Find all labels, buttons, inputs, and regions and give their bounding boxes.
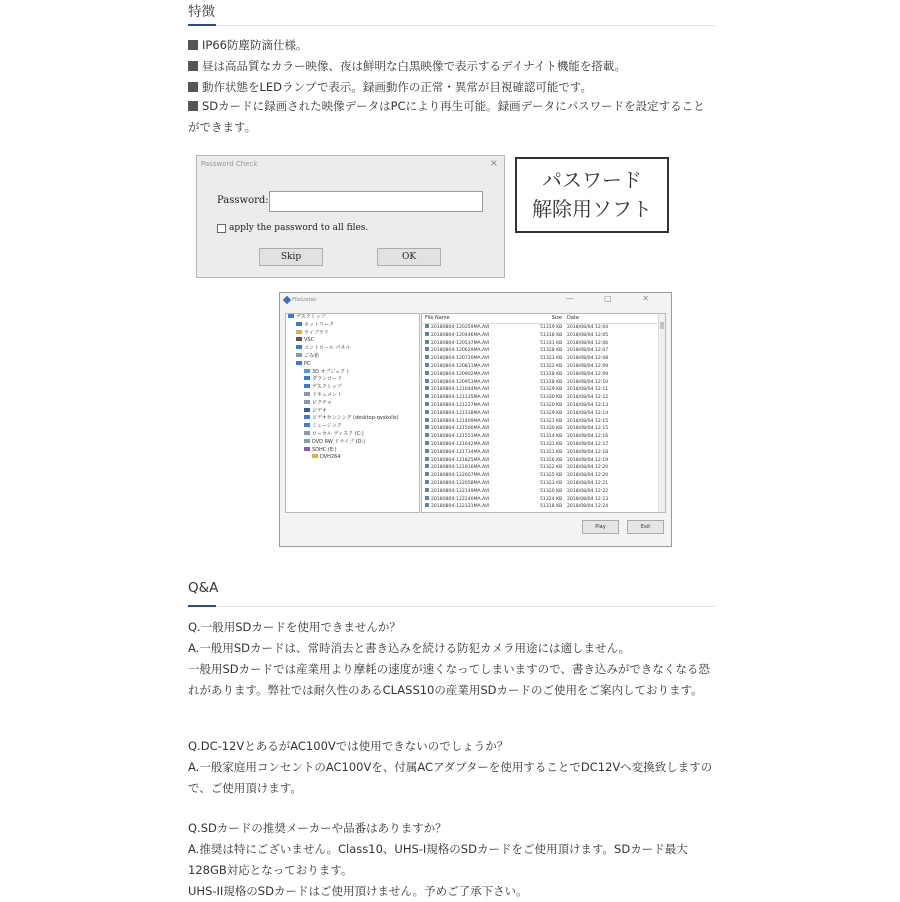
- tree-item[interactable]: [286, 447, 419, 455]
- feature-item: IP66防塵防滴仕様。: [188, 35, 716, 56]
- tree-item-label: デスクトップ: [312, 384, 342, 391]
- features-divider: [188, 25, 716, 26]
- file-name: [425, 441, 489, 449]
- square-bullet-icon: [188, 61, 198, 71]
- video-file-icon: [425, 363, 429, 367]
- tree-item-label: DVD RW ドライブ (D:): [312, 438, 366, 445]
- tree-item[interactable]: [286, 361, 419, 369]
- folder-tree[interactable]: [285, 313, 420, 513]
- answer: A.推奨は特にございません。Class10、UHS-I規格のSDカードをご使用頂けます。SDカード最大128GB対応となっております。: [188, 842, 688, 877]
- file-name-text: 20180804-122149MA.AVI: [431, 488, 490, 494]
- file-name-text: 20180804-122240MA.AVI: [431, 496, 490, 502]
- file-row[interactable]: [422, 324, 665, 332]
- file-row[interactable]: [422, 355, 665, 363]
- file-date: 2018/08/04 12:08: [567, 356, 609, 362]
- video-file-icon: [425, 394, 429, 398]
- file-name: [425, 379, 489, 387]
- file-size: 51323 KB: [540, 480, 563, 486]
- video-file-icon: [425, 457, 429, 461]
- file-row[interactable]: [422, 332, 665, 340]
- tree-item-label: ビデオセンシング (desktop-qvskolls): [312, 415, 399, 422]
- file-lister-window: [279, 292, 672, 547]
- feature-item: SDカードに録画された映像データはPCにより再生可能。録画データにパスワードを設定することができます。: [188, 99, 705, 134]
- file-name: [425, 410, 489, 418]
- tree-item[interactable]: [286, 423, 419, 431]
- file-list[interactable]: [421, 313, 666, 513]
- folder-icon: [296, 353, 302, 357]
- file-row[interactable]: [422, 464, 665, 472]
- column-file-name[interactable]: File Name: [425, 315, 450, 321]
- folder-icon: [304, 447, 310, 451]
- folder-icon: [288, 314, 294, 318]
- file-name: [425, 355, 489, 363]
- file-name-text: 20180804-122007MA.AVI: [431, 473, 490, 479]
- tree-item-label: ピクチャ: [312, 399, 332, 406]
- window-controls[interactable]: — □ ✕: [565, 294, 663, 303]
- file-name-text: 20180804-120537MA.AVI: [431, 340, 490, 346]
- tree-item-label: ローカル ディスク (C:): [312, 430, 364, 437]
- folder-icon: [304, 400, 310, 404]
- file-date: 2018/08/04 12:17: [567, 441, 609, 447]
- file-row[interactable]: [422, 425, 665, 433]
- answer: A.一般用SDカードは、常時消去と書き込みを続ける防犯カメラ用途には適しません。: [188, 641, 631, 655]
- file-size: 51326 KB: [540, 457, 563, 463]
- tree-item[interactable]: [286, 431, 419, 439]
- file-name-text: 20180804-121734MA.AVI: [431, 449, 490, 455]
- video-file-icon: [425, 496, 429, 500]
- file-size: 51318 KB: [540, 504, 563, 510]
- apply-all-checkbox[interactable]: [217, 224, 226, 233]
- file-name-text: 20180804-121044MA.AVI: [431, 387, 490, 393]
- file-row[interactable]: [422, 410, 665, 418]
- video-file-icon: [425, 441, 429, 445]
- file-row[interactable]: [422, 496, 665, 504]
- file-name-text: 20180804-120629MA.AVI: [431, 348, 490, 354]
- video-file-icon: [425, 410, 429, 414]
- file-size: 51318 KB: [540, 332, 563, 338]
- tree-item-label: PC: [304, 360, 311, 367]
- file-date: 2018/08/04 12:15: [567, 418, 609, 424]
- file-date: 2018/08/04 12:04: [567, 325, 609, 330]
- folder-icon: [304, 423, 310, 427]
- column-size[interactable]: Size: [551, 315, 562, 321]
- file-name: [425, 347, 489, 355]
- file-size: 51328 KB: [540, 348, 563, 354]
- tree-item[interactable]: [286, 314, 419, 322]
- folder-icon: [296, 361, 302, 365]
- tree-item[interactable]: [286, 369, 419, 377]
- file-row[interactable]: [422, 386, 665, 394]
- tree-item[interactable]: [286, 322, 419, 330]
- file-date: 2018/08/04 12:20: [567, 473, 609, 479]
- folder-icon: [296, 322, 302, 326]
- tree-item-label: ミュージック: [312, 423, 342, 430]
- file-name-text: 20180804-122331MA.AVI: [431, 504, 490, 510]
- folder-icon: [304, 384, 310, 388]
- file-name: [425, 503, 489, 511]
- tree-item-label: デスクトップ: [296, 314, 326, 320]
- video-file-icon: [425, 379, 429, 383]
- file-row[interactable]: [422, 371, 665, 379]
- question: Q.一般用SDカードを使用できませんか？: [188, 620, 401, 634]
- file-date: 2018/08/04 12:09: [567, 363, 609, 369]
- file-name-text: 20180804-120953MA.AVI: [431, 379, 490, 385]
- file-size: 51331 KB: [540, 340, 563, 346]
- tree-item[interactable]: [286, 400, 419, 408]
- tree-item[interactable]: [286, 384, 419, 392]
- folder-icon: [304, 392, 310, 396]
- file-size: 51320 KB: [540, 402, 563, 408]
- ok-button[interactable]: OK: [377, 248, 441, 266]
- file-row[interactable]: [422, 379, 665, 387]
- file-list-header: [422, 314, 665, 324]
- tree-item-label: ドキュメント: [312, 391, 343, 398]
- skip-button[interactable]: Skip: [259, 248, 323, 266]
- file-date: 2018/08/04 12:09: [567, 371, 609, 377]
- password-check-dialog: [196, 155, 505, 278]
- tree-item-label: DVH264: [320, 454, 341, 461]
- file-date: 2018/08/04 12:22: [567, 488, 609, 494]
- file-name: [425, 480, 489, 488]
- file-name: [425, 464, 489, 472]
- file-size: 51322 KB: [540, 465, 563, 471]
- file-size: 51324 KB: [540, 496, 563, 502]
- file-date: 2018/08/04 12:23: [567, 496, 609, 502]
- question: Q.SDカードの推奨メーカーや品番はありますか？: [188, 821, 447, 835]
- folder-icon: [304, 439, 310, 443]
- file-name-text: 20180804-120720MA.AVI: [431, 356, 490, 362]
- file-name-text: 20180804-120446MA.AVI: [431, 332, 490, 338]
- file-name-text: 20180804-121318MA.AVI: [431, 410, 490, 416]
- file-name-text: 20180804-121916MA.AVI: [431, 465, 490, 471]
- folder-icon: [296, 337, 302, 341]
- file-name: [425, 340, 489, 348]
- video-file-icon: [425, 340, 429, 344]
- tree-item[interactable]: [286, 376, 419, 384]
- file-row[interactable]: [422, 418, 665, 426]
- feature-item: 動作状態をLEDランプで表示。録画動作の正常・異常が目視確認可能です。: [188, 77, 716, 98]
- tree-item-label: コントロール パネル: [304, 345, 351, 352]
- file-date: 2018/08/04 12:05: [567, 332, 609, 338]
- square-bullet-icon: [188, 82, 198, 92]
- folder-icon: [296, 345, 302, 349]
- file-name-text: 20180804-121227MA.AVI: [431, 402, 490, 408]
- file-date: 2018/08/04 12:06: [567, 340, 609, 346]
- video-file-icon: [425, 386, 429, 390]
- tree-item[interactable]: [286, 353, 419, 361]
- video-file-icon: [425, 355, 429, 359]
- video-file-icon: [425, 324, 429, 328]
- video-file-icon: [425, 488, 429, 492]
- video-file-icon: [425, 464, 429, 468]
- folder-icon: [304, 369, 310, 373]
- file-size: 51331 KB: [540, 441, 563, 447]
- file-row[interactable]: [422, 488, 665, 496]
- file-date: 2018/08/04 12:12: [567, 395, 609, 401]
- file-name-text: 20180804-121642MA.AVI: [431, 441, 490, 447]
- file-name: [425, 433, 489, 441]
- folder-icon: [304, 376, 310, 380]
- play-button[interactable]: Play: [582, 520, 619, 534]
- file-date: 2018/08/04 12:16: [567, 434, 609, 440]
- file-date: 2018/08/04 12:07: [567, 348, 609, 354]
- video-file-icon: [425, 332, 429, 336]
- file-size: 51318 KB: [540, 379, 563, 385]
- file-name: [425, 488, 489, 496]
- file-size: 51323 KB: [540, 356, 563, 362]
- file-row[interactable]: [422, 433, 665, 441]
- folder-icon: [304, 431, 310, 435]
- file-date: 2018/08/04 12:18: [567, 449, 609, 455]
- features-heading-accent: [188, 24, 216, 26]
- qa-heading: Q&A: [188, 580, 219, 596]
- file-row[interactable]: [422, 441, 665, 449]
- file-date: 2018/08/04 12:14: [567, 410, 609, 416]
- file-name-text: 20180804-121135MA.AVI: [431, 395, 490, 401]
- apply-all-label: apply the password to all files.: [229, 223, 369, 233]
- file-row[interactable]: [422, 347, 665, 355]
- file-row[interactable]: [422, 394, 665, 402]
- folder-icon: [304, 408, 310, 412]
- file-name: [425, 402, 489, 410]
- qa-heading-accent: [188, 605, 216, 607]
- file-name: [425, 457, 489, 465]
- file-row[interactable]: [422, 503, 665, 511]
- file-name: [425, 386, 489, 394]
- file-row[interactable]: [422, 449, 665, 457]
- video-file-icon: [425, 347, 429, 351]
- features-heading: 特徴: [188, 4, 215, 20]
- file-date: 2018/08/04 12:15: [567, 426, 609, 432]
- qa-item: [188, 818, 716, 902]
- file-date: 2018/08/04 12:10: [567, 379, 609, 385]
- tree-item[interactable]: [286, 454, 419, 462]
- file-size: 51314 KB: [540, 434, 563, 440]
- file-date: 2018/08/04 12:24: [567, 504, 609, 510]
- file-row[interactable]: [422, 480, 665, 488]
- tree-item[interactable]: [286, 439, 419, 447]
- scrollbar-thumb[interactable]: [660, 322, 664, 329]
- qa-divider: [188, 606, 716, 607]
- file-name: [425, 496, 489, 504]
- file-size: 51321 KB: [540, 449, 563, 455]
- file-row[interactable]: [422, 340, 665, 348]
- close-icon[interactable]: ×: [489, 158, 498, 169]
- tree-item[interactable]: [286, 330, 419, 338]
- tree-item[interactable]: [286, 415, 419, 423]
- video-file-icon: [425, 480, 429, 484]
- file-row[interactable]: [422, 363, 665, 371]
- folder-icon: [304, 415, 310, 419]
- file-date: 2018/08/04 12:11: [567, 387, 609, 393]
- file-name: [425, 394, 489, 402]
- file-name-text: 20180804-121551MA.AVI: [431, 434, 490, 440]
- file-size: 51329 KB: [540, 387, 563, 393]
- video-file-icon: [425, 402, 429, 406]
- square-bullet-icon: [188, 40, 198, 50]
- tree-item-label: ごみ箱: [304, 352, 320, 359]
- file-name: [425, 371, 489, 379]
- feature-item: 昼は高品質なカラー映像、夜は鮮明な白黒映像で表示するデイナイト機能を搭載。: [188, 56, 716, 77]
- tree-item-label: ライブラリ: [304, 329, 329, 336]
- file-date: 2018/08/04 12:20: [567, 465, 609, 471]
- tree-item-label: VSC: [304, 337, 315, 344]
- video-file-icon: [425, 449, 429, 453]
- tree-item-label: ビデオ: [312, 407, 327, 414]
- file-size: 51329 KB: [540, 410, 563, 416]
- file-size: 51318 KB: [540, 371, 563, 377]
- video-file-icon: [425, 418, 429, 422]
- file-name-text: 20180804-122058MA.AVI: [431, 480, 490, 486]
- password-label: Password:: [217, 195, 269, 206]
- file-row[interactable]: [422, 457, 665, 465]
- dialog-title: Password Check: [201, 160, 258, 168]
- square-bullet-icon: [188, 101, 198, 111]
- file-size: 51330 KB: [540, 426, 563, 432]
- vertical-scrollbar[interactable]: [658, 314, 665, 512]
- file-date: 2018/08/04 12:19: [567, 457, 609, 463]
- file-name: [425, 472, 489, 480]
- qa-item: [188, 736, 716, 799]
- file-row[interactable]: [422, 472, 665, 480]
- file-date: 2018/08/04 12:13: [567, 402, 609, 408]
- file-size: 51330 KB: [540, 395, 563, 401]
- video-file-icon: [425, 425, 429, 429]
- file-size: 51320 KB: [540, 488, 563, 494]
- tree-item[interactable]: [286, 392, 419, 400]
- file-rows: [422, 324, 665, 511]
- answer-detail: UHS-II規格のSDカードはご使用頂けません。予めご了承下さい。: [188, 884, 528, 898]
- app-logo-icon: [283, 296, 291, 304]
- video-file-icon: [425, 371, 429, 375]
- video-file-icon: [425, 433, 429, 437]
- file-name-text: 20180804-121409MA.AVI: [431, 418, 490, 424]
- file-name-text: 20180804-120902MA.AVI: [431, 371, 490, 377]
- file-size: 51319 KB: [540, 325, 563, 330]
- folder-icon: [296, 330, 302, 334]
- file-size: 51322 KB: [540, 363, 563, 369]
- tree-item-label: ネットワーク: [304, 321, 335, 328]
- file-name: [425, 324, 489, 332]
- file-name-text: 20180804-121500MA.AVI: [431, 426, 490, 432]
- qa-item: [188, 617, 716, 701]
- file-name: [425, 363, 489, 371]
- file-name-text: 20180804-120811MA.AVI: [431, 363, 490, 369]
- file-name-text: 20180804-121825MA.AVI: [431, 457, 490, 463]
- video-file-icon: [425, 503, 429, 507]
- file-row[interactable]: [422, 402, 665, 410]
- tree-item-label: ダウンロード: [312, 376, 343, 383]
- answer: A.一般家庭用コンセントのAC100Vを、付属ACアダプターを使用することでDC12Vへ変換致しますので、ご使用頂けます。: [188, 760, 713, 795]
- file-name: [425, 332, 489, 340]
- file-name: [425, 449, 489, 457]
- file-size: 51325 KB: [540, 473, 563, 479]
- window-title: FileLister: [292, 297, 317, 303]
- file-size: 51321 KB: [540, 418, 563, 424]
- video-file-icon: [425, 472, 429, 476]
- file-name-text: 20180804-120359MA.AVI: [431, 325, 490, 330]
- file-name: [425, 425, 489, 433]
- file-name: [425, 418, 489, 426]
- password-input[interactable]: [269, 191, 483, 212]
- tree-item-label: SDHC (E:): [312, 446, 337, 453]
- password-unlock-software-label: パスワード 解除用ソフト: [515, 157, 669, 233]
- column-date[interactable]: Date: [567, 315, 579, 321]
- folder-icon: [312, 454, 318, 458]
- tree-item-label: 3D オブジェクト: [312, 368, 351, 375]
- tree-item[interactable]: [286, 345, 419, 353]
- question: Q.DC-12VとあるがAC100Vでは使用できないのでしょうか？: [188, 739, 509, 753]
- file-date: 2018/08/04 12:21: [567, 480, 609, 486]
- exit-button[interactable]: Exit: [627, 520, 664, 534]
- answer-detail: 一般用SDカードでは産業用より摩耗の速度が速くなってしまいますので、書き込みができなくなる恐れがあります。弊社では耐久性のあるCLASS10の産業用SDカードのご使用をご案内しております。: [188, 662, 710, 697]
